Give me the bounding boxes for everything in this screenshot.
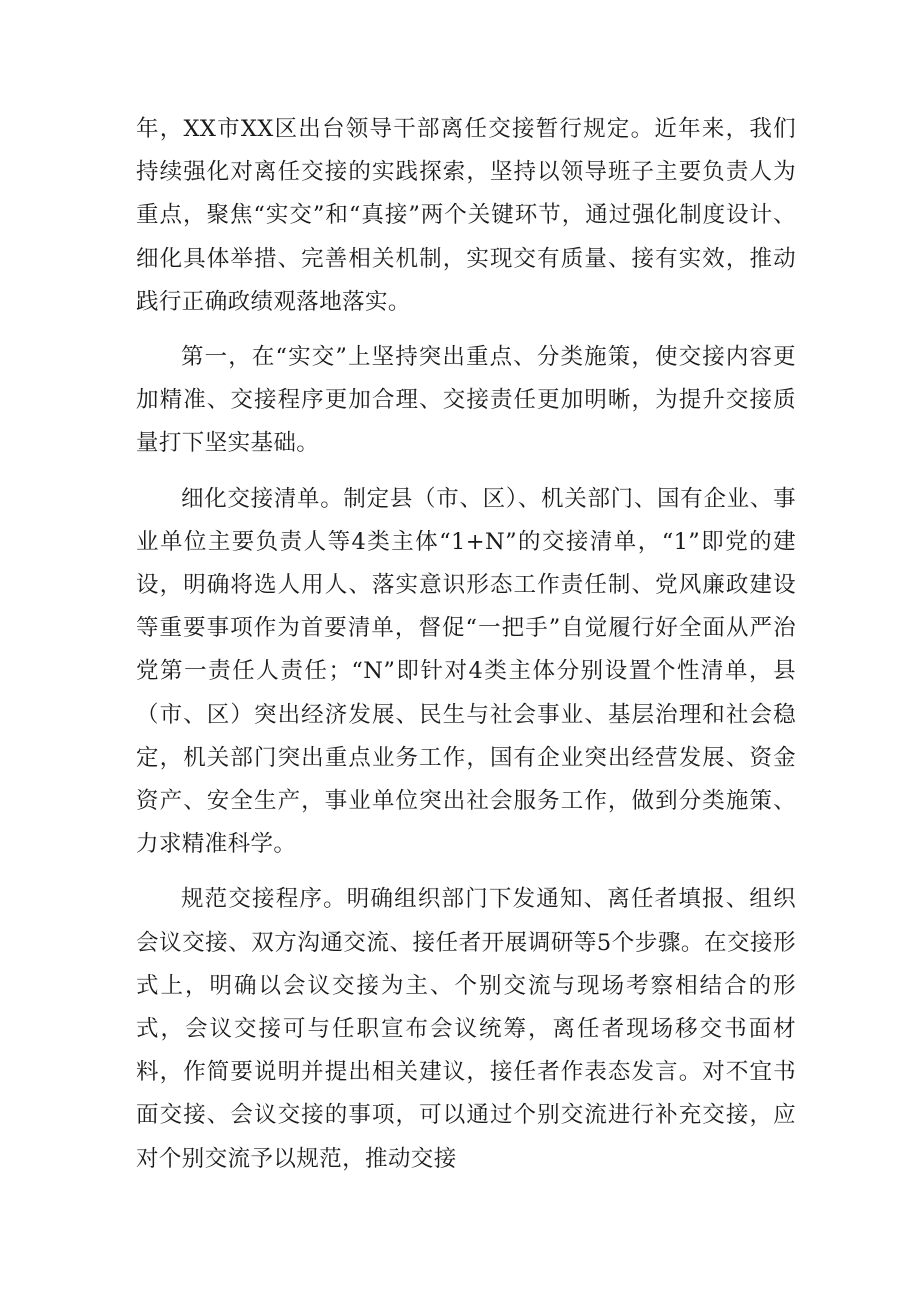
paragraph-procedure: 规范交接程序。明确组织部门下发通知、离任者填报、组织会议交接、双方沟通交流、接任者开展调研等5个步骤。在交接形式上，明确以会议交接为主、个别交流与现场考察相结合的形式，会议交接可与任职宣布会议统筹，离任者现场移交书面材料，作简要说明并提出相关建议，接任者作表态发言。对不宜书面交接、会议交接的事项，可以通过个别交流进行补充交接，应对个别交流予以规范，推动交接 [136, 886, 796, 1172]
paragraph-checklist: 细化交接清单。制定县（市、区）、机关部门、国有企业、事业单位主要负责人等4类主体“1+N”的交接清单，“1”即党的建设，明确将选人用人、落实意识形态工作责任制、党风廉政建设等重要事项作为首要清单，督促“一把手”自觉履行好全面从严治党第一责任人责任；“N”即针对4类主体分别设置个性清单，县（市、区）突出经济发展、民生与社会事业、基层治理和社会稳定，机关部门突出重点业务工作，国有企业突出经营发展、资金资产、安全生产，事业单位突出社会服务工作，做到分类施策、力求精准科学。 [136, 485, 796, 858]
paragraph-first-point: 第一，在“实交”上坚持突出重点、分类施策，使交接内容更加精准、交接程序更加合理、交接责任更加明晰，为提升交接质量打下坚实基础。 [136, 344, 796, 457]
document-body [136, 108, 796, 1181]
paragraph-intro: 年，XX市XX区出台领导干部离任交接暂行规定。近年来，我们持续强化对离任交接的实践探索，坚持以领导班子主要负责人为重点，聚焦“实交”和“真接”两个关键环节，通过强化制度设计、细化具体举措、完善相关机制，实现交有质量、接有实效，推动践行正确政绩观落地落实。 [136, 116, 796, 315]
